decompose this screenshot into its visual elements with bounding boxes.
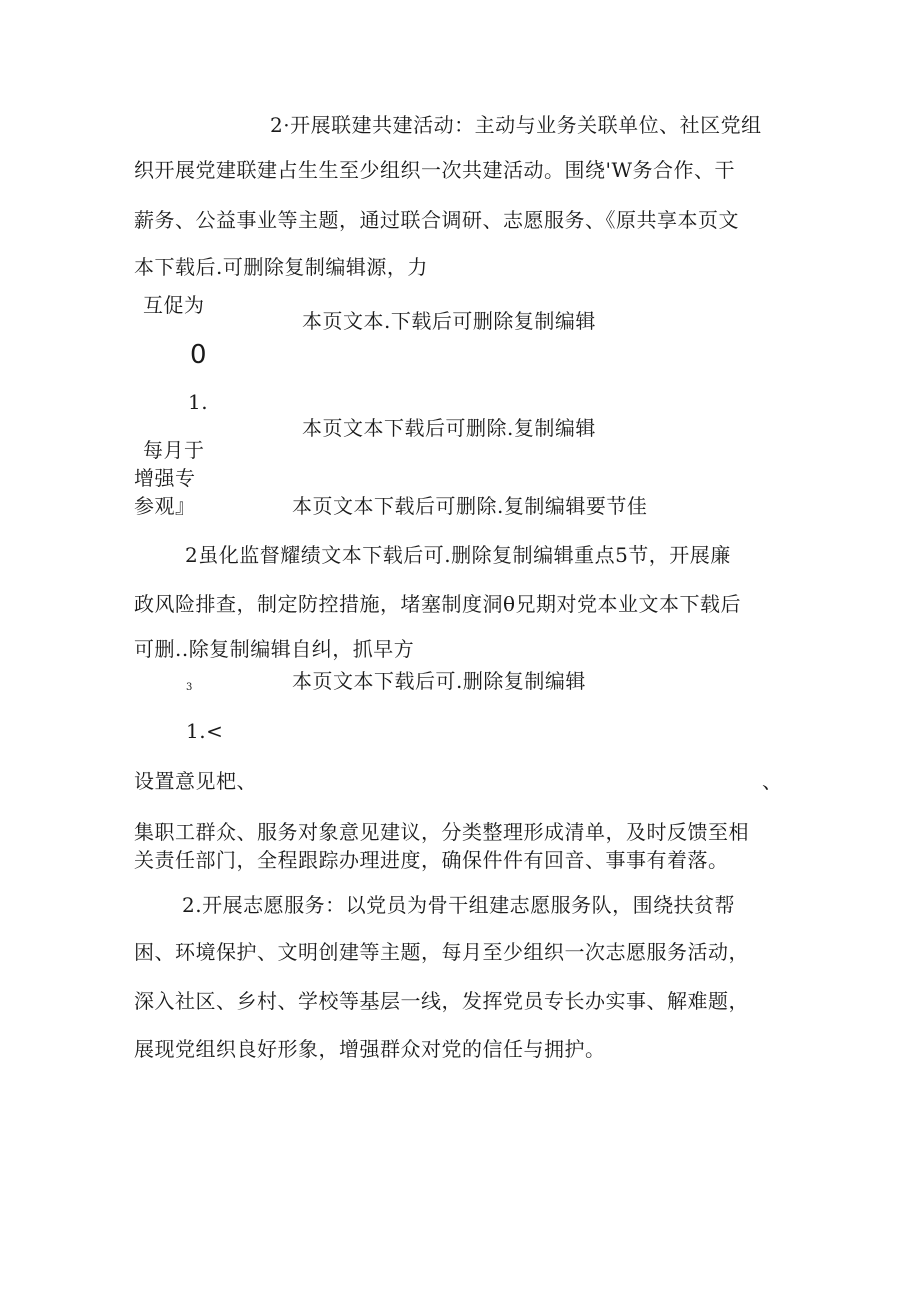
text-line: 深入社区、乡村、学校等基层一线，发挥党员专长办实事、解难题， [134, 989, 749, 1013]
text-line: 薪务、公益事业等主题，通过联合调研、志愿服务、《原共享本页文 [134, 208, 739, 232]
text-line: 本下载后.可删除复制编辑源，力 [134, 255, 428, 279]
text-line: 、 [762, 769, 783, 793]
text-line: 集职工群众、服务对象意见建议，分类整理形成清单，及时反馈至相 [134, 820, 749, 844]
text-line: 设置意见杷、 [134, 769, 257, 793]
text-line: 1. [188, 390, 209, 414]
text-line: 2.开展志愿服务：以党员为骨干组建志愿服务队，围绕扶贫帮 [182, 893, 736, 917]
text-line: 2虽化监督耀绩文本下载后可.删除复制编辑重点5节，开展廉 [185, 543, 731, 567]
text-line: 可删..除复制编辑自纠，抓早方 [134, 637, 415, 661]
text-line: 2·开展联建共建活动：主动与业务关联单位、社区党组 [270, 113, 762, 137]
watermark-line: 本页文本下载后可删除.复制编辑 [302, 416, 596, 440]
watermark-line: 本页文本下载后可.删除复制编辑 [292, 669, 586, 693]
text-line: 关责任部门，全程跟踪办理进度，确保件件有回音、事事有着落。 [134, 848, 729, 872]
text-line: 政风险排查，制定防控措施，堵塞制度洞θ兄期对党本业文本下载后 [134, 592, 742, 616]
text-line: 互促为 [143, 293, 205, 317]
watermark-line: 本页文本.下载后可删除复制编辑 [302, 309, 596, 333]
text-line: 0 [190, 340, 208, 370]
text-line: 增强专 [134, 466, 196, 490]
text-line: 织开展党建联建占生生至少组织一次共建活动。围绕'W务合作、干 [134, 158, 736, 182]
watermark-line: 本页文本下载后可删除.复制编辑要节佳 [292, 494, 648, 518]
text-line: 每月于 [143, 438, 205, 462]
text-line: 参观』 [134, 494, 196, 518]
text-line: 1.< [186, 719, 224, 743]
text-line: 3 [186, 682, 193, 693]
text-line: 展现党组织良好形象，增强群众对党的信任与拥护。 [134, 1037, 606, 1061]
text-line: 困、环境保护、文明创建等主题，每月至少组织一次志愿服务活动， [134, 940, 749, 964]
